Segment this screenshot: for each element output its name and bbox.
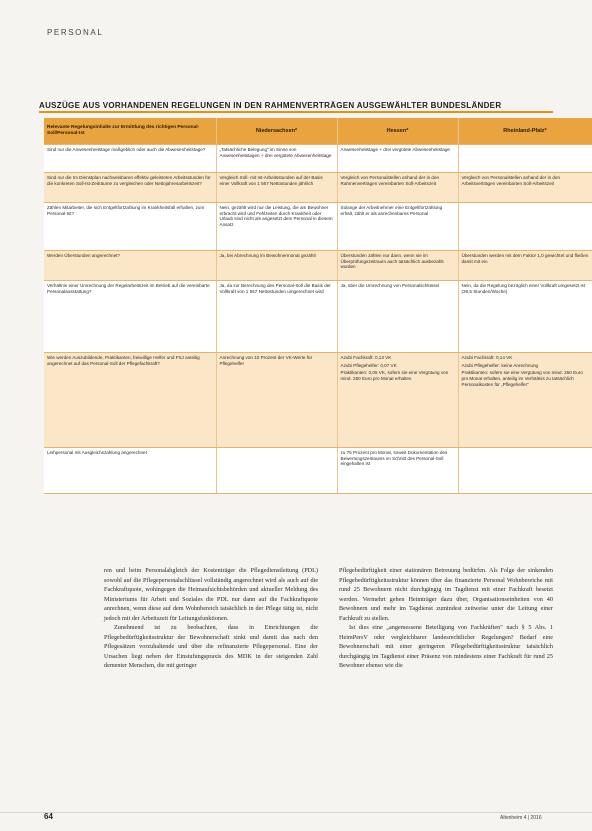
table-cell [337, 353, 458, 448]
paragraph: Zunehmend ist zu beobachten, dass in Einrichtungen die Pflegebedürftigkeitsstruktur der Bewohnerschaft sinkt und damit das nach den Pflegesätzen vorzuhaltende und über die refinanzierte Pflegepersonal. Eine der Ursachen liegt neben der Einstufungspraxis des MDK in der steigenden Zahl dementer Menschen, die mit geringer [104, 624, 318, 669]
table-row [44, 353, 592, 448]
cell-text: Praktikanten: sofern sie eine Vergütung von mind. 250 Euro pro Monat erhalten, anteilig im Verhältnis zu tatsächlich Personalkosten für „Pflegehelfer" [461, 370, 583, 387]
column-header-criteria: Relevante Regelungsinhalte zur Ermittlung des richtigen Personal-Soll/Personal-Ist [44, 118, 216, 145]
table-cell [458, 251, 592, 281]
table-cell [458, 173, 592, 203]
section-label: PERSONAL [47, 28, 104, 37]
cell-text: Vergleich von Personalstellen anhand der in den Arbeitsverträgen vereinbarten Soll-Arbeitszeit [461, 175, 561, 186]
table-row [44, 281, 592, 353]
cell-text: Praktikanten: 0,05 VK, sofern sie eine Vergütung von mind. 250 Euro pro Monat erhalten [340, 370, 449, 382]
cell-text: Azubi Pflegehelfer: 0,07 VK [340, 362, 397, 368]
table-cell [337, 203, 458, 251]
cell-text: Ja, bei Abrechnung im Bewohnermonat gezählt [219, 253, 316, 258]
table-cell [337, 281, 458, 353]
accent-rule [39, 111, 553, 113]
cell-text: Nein, gezählt wird nur die Leistung, die am Bewohner erbracht wird und Fehlzeiten durch Krankheit oder Urlaub sind nicht als angesetzt dem Personal in diesem Ansatz [219, 205, 333, 228]
table-cell [337, 173, 458, 203]
cell-text: Vergleich von Personalstellen anhand der in den Rahmenverträgen vereinbarten Soll-Arbeitszeit [340, 175, 440, 186]
regulations-table [44, 118, 592, 494]
table-cell [337, 448, 458, 494]
cell-text: Überstunden werden mit dem Faktor 1,0 gewichtet und fließen damit mit ein [461, 253, 589, 264]
article-column-left [104, 566, 318, 671]
table-row [44, 251, 592, 281]
paragraph: ren und beim Personalabgleich der Kostenträger die Pflegedienstleitung (PDL) sowohl auf die Pflegepersonalschlüssel vollständig angerechnet wird als auch auf die Fachkraftquote, wohingegen die Heimaufsichtsbehörden und aktueller Meldung des Ministeriums für Arbeit und Soziales die PDL nur dann auf die Fachkraftquote anrechnen, wenn diese auf dem Wohnbereich tatsächlich in der Pflege tätig ist, nicht jedoch mit der Arbeitszeit für Leitungsfunktionen. [104, 567, 318, 622]
table-cell [44, 251, 216, 281]
table-headline: AUSZÜGE AUS VORHANDENEN REGELUNGEN IN DEN RAHMENVERTRÄGEN AUSGEWÄHLTER BUNDESLÄNDER [39, 101, 502, 110]
cell-text: Azubi Pflegehelfer: keine Anrechnung [461, 362, 539, 368]
cell-text: Überstunden zählen nur dann, wenn sie im Überprüfungszeitraum auch tatsächlich ausbezahlt wurden [340, 253, 444, 270]
cell-text: Sind nur die Im Dienstplan nachweisbaren effektiv geleisteten Arbeitsstunden für die konkreten Soll-Ist-Zeiträume zu vergleichen oder Nettojahresarbeitszeit? [47, 175, 211, 186]
table-cell [44, 203, 216, 251]
cell-text: Anrechnung von 10 Prozent der VK-Werte für Pflegehelfer [219, 355, 313, 366]
footer-rule [0, 812, 592, 813]
table-cell [216, 353, 337, 448]
table-cell [216, 145, 337, 173]
table-cell [337, 145, 458, 173]
paragraph: Ist dies eine „angemessene Beteiligung von Fachkräften" nach § 5 Abs. 1 HeimPersV oder vergleichbarer landesrechtlicher Regelungen? Bedarf eine Bewohnerschaft mit einer geringeren Pflegebedürftigkeitsstruktur tatsächlich durchgängig im Tagdienst einer Präsenz von mindestens einer Fachkraft für rund 25 Bewohner ebenso wie die [339, 624, 553, 669]
table-row [44, 173, 592, 203]
cell-text: Sind nur die Anwesenheitstage maßgeblich oder auch die Abwesenheitstage? [47, 147, 206, 152]
cell-text: „Tatsächliche Belegung" im Sinne von Anwesenheitstagen + drei vergütete Abwesenheitstage [219, 147, 332, 158]
cell-text: Werden Überstunden angerechnet? [47, 253, 120, 258]
table-cell [44, 448, 216, 494]
table-cell [216, 281, 337, 353]
table-row [44, 145, 592, 173]
table-cell [216, 251, 337, 281]
cell-text: Solange der Arbeitnehmer eine Entgeltfortzahlung erhält, zählt er als anrechenbares Personal [340, 205, 443, 216]
table-cell [458, 145, 592, 173]
table-cell [337, 251, 458, 281]
column-header-niedersachsen: Niedersachsen* [216, 118, 337, 145]
table-cell [458, 203, 592, 251]
column-header-hessen: Hessen* [337, 118, 458, 145]
column-header-rheinland-pfalz: Rheinland-Pfalz* [458, 118, 592, 145]
table-row [44, 203, 592, 251]
footer-source: Altenheim 4 | 2016 [500, 815, 542, 821]
table-cell [44, 145, 216, 173]
table-cell [458, 353, 592, 448]
cell-text: Ja, über die Umrechnung von Personalschlüssel [340, 283, 440, 288]
page-number: 64 [44, 812, 53, 821]
table-cell [458, 281, 592, 353]
cell-text: Vergleich Soll- mit Ist-Arbeitsstunden auf der Basis einer Vollkraft von 1 567 Nettostunden jährlich [219, 175, 323, 186]
table-cell [44, 281, 216, 353]
cell-text: Nein, da die Regelung bezüglich einer Vollkraft umgesetzt ist (39,5 Stunden/Woche) [461, 283, 586, 294]
table-header-row [44, 118, 592, 145]
paragraph: Pflegebedürftigkeit einer stationären Betreuung bedürfen. Als Folge der sinkenden Pflegebedürftigkeitsstruktur können über das finanzierte Personal Wohnbereiche mit rund 25 Bewohnern nicht durchgängig im Tagdienst mit einer Fachkraft besetzt werden. Vermehrt gehen Heimträger dazu über, Organisationseinheiten von 40 Bewohnern und mehr im Tagdienst zumindest zeitweise unter die Leitung einer Fachkraft zu stellen. [339, 567, 553, 622]
cell-text: Wie werden Auszubildende, Praktikanten, freiwillige Helfer und FSJ anteilig angerechnet auf das Personal-Soll der Pflegefachkraft? [47, 355, 200, 366]
cell-text: Azubi Fachkraft: 0,13 VK [340, 355, 392, 360]
cell-text: Zählen Mitarbeiter, die sich Entgeltfortzahlung im Krankheitsfall erhalten, zum Personal-Ist? [47, 205, 205, 216]
table-cell [216, 203, 337, 251]
cell-text: Anwesenheitstage + drei vergütete Abwesenheitstage [340, 147, 450, 152]
cell-text: Leihpersonal mit Ausgleichszahlung angerechnet [47, 450, 147, 455]
cell-text: Verhältnis einer Umrechnung der Regelarbeitszeit im Betrieb auf die vereinbarte Personalausstattung? [47, 283, 210, 294]
table-cell [44, 173, 216, 203]
table-cell [216, 173, 337, 203]
table-cell [44, 353, 216, 448]
table-row [44, 448, 592, 494]
article-column-right [339, 566, 553, 671]
table-cell [458, 448, 592, 494]
table-cell [216, 448, 337, 494]
cell-text: Ja, da zur Berechnung des Personal-Soll die Basis der Vollkraft von 1 567 Nettostunden umgerechnet wird [219, 283, 331, 294]
cell-text: zu 75 Prozent pro Monat, soweit Dokumentation des Bewertungszeitraums im Schnitt des Personal-Soll eingehalten ist [340, 450, 448, 467]
cell-text: Azubi Fachkraft: 0,14 VK [461, 355, 513, 360]
